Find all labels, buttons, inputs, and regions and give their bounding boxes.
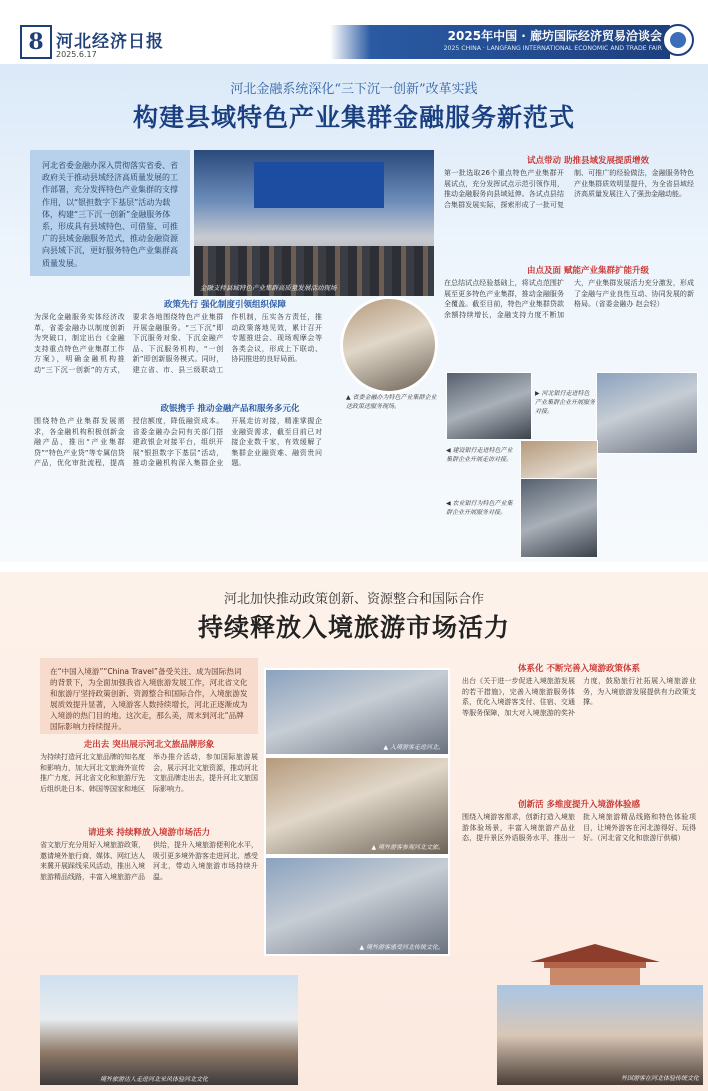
page-number: 8 bbox=[20, 25, 52, 59]
policy-service-caption: ▲ 省委金融办为特色产业集群企业送政策送服务现场。 bbox=[346, 394, 437, 410]
event-logo-icon bbox=[662, 24, 694, 56]
section-bank-text: 围绕特色产业集群发展需求，各金融机构积极创新金融产品，推出“产业集群贷”“特色产业贷”等专属信贷产品，优化审批流程，提高授信额度，降低融资成本。省委金融办会同有关部门搭建政银企对接平台，组织开展“银担数字下基层”活动，推动金融机构深入集群企业开展走访对接，精准掌握企业融资需求，截至目前已对接企业数千家，有效缓解了集群企业融资难、融资贵问题。 bbox=[34, 417, 322, 468]
section-expand-title: 由点及面 赋能产业集群扩能升级 bbox=[527, 266, 649, 276]
culture-experience-photo bbox=[264, 856, 450, 956]
tourist-group-caption: ▲ 入境游客走进河北。 bbox=[383, 744, 444, 751]
issue-date: 2025.6.17 bbox=[56, 50, 97, 59]
section-expand-text: 在总结试点经验基础上，将试点范围扩展至更多特色产业集群，推动金融服务全覆盖。截至目前，特色产业集群贷款余额持续增长，金融支持力度不断加大，产业集群发展活力充分激发，形成了金融与产业良性互动、协同发展的新格局。（省委金融办 赵会轻） bbox=[444, 279, 694, 319]
foreign-tourists-caption: 外国游客在河北体验传统文化 bbox=[620, 1075, 699, 1082]
section-innovate-title: 创新活 多维度提升入境游体验感 bbox=[518, 800, 640, 810]
section-system-title: 体系化 不断完善入境游政策体系 bbox=[518, 664, 640, 674]
conference-photo bbox=[194, 150, 434, 296]
article1-lead: 河北省委金融办深入贯彻落实省委、省政府关于推动县域经济高质量发展的工作部署，充分发挥特色产业集群的支撑作用，以“银担数字下基层”活动为载体，构建“三下沉一创新”金融服务体系，形成具有县域特色、可借鉴、可推广的县域金融服务范式，推动金融资源向县域下沉，更好服务特色产业集群高质量发展。 bbox=[30, 150, 190, 276]
foreign-tourists-photo bbox=[497, 985, 703, 1085]
section-policy-text: 为深化金融服务实体经济改革，省委金融办以制度创新为突破口，制定出台《金融支持重点特色产业集群工作方案》，明确金融机构推动“三下沉一创新”的方式，要求各地围绕特色产业集群开展金融服务。“三下沉”即下沉服务对象、下沉金融产品、下沉服务机构，“一创新”即创新服务模式。同时，建立省、市、县三级联动工作机制，压实各方责任，推动政策落地见效，累计召开专题推进会、现场观摩会等各类会议，形成上下联动、协同推进的良好局面。 bbox=[34, 313, 322, 374]
article1-title: 构建县域特色产业集群金融服务新范式 bbox=[132, 103, 575, 132]
section-system-text: 出台《关于进一步促进入境旅游发展的若干措施》，完善入境旅游服务体系，优化入境游客支付、住宿、交通等服务保障，加大对入境旅游的奖补力度，鼓励旅行社拓展入境旅游业务，为入境旅游发展提供有力政策支撑。 bbox=[462, 677, 696, 717]
article1-subtitle: 河北金融系统深化“三下沉一创新”改革实践 bbox=[230, 82, 478, 97]
section-policy-title: 政策先行 强化制度引领组织保障 bbox=[164, 300, 286, 310]
temple-visit-caption: ▲ 境外游客参观河北文旅。 bbox=[371, 844, 444, 851]
agri-bank-caption: ◀ 农业银行为特色产业集群企业开展服务对接。 bbox=[446, 500, 513, 516]
section-pilot-text: 第一批选取26个重点特色产业集群开展试点，充分发挥试点示范引领作用，推动金融服务向县域延伸。各试点县结合集群发展实际，探索形成了一批可复制、可推广的经验做法，金融服务特色产业集群质效明显提升，为全省县域经济高质量发展注入了强劲金融动能。 bbox=[444, 169, 694, 209]
section-bank-title: 政银携手 推动金融产品和服务多元化 bbox=[160, 404, 300, 414]
culture-experience-caption: ▲ 境外游客感受河北传统文化。 bbox=[359, 944, 444, 951]
policy-service-photo bbox=[340, 296, 438, 394]
section-bank-text-continued bbox=[322, 410, 462, 510]
section-invite-title: 请进来 持续释放入境游市场活力 bbox=[88, 828, 210, 838]
section-go-out-title: 走出去 突出展示河北文旅品牌形象 bbox=[83, 740, 215, 750]
newspaper-name: 河北经济日报 bbox=[56, 32, 164, 52]
stage-screen bbox=[254, 162, 384, 208]
section-go-out-text: 为持续打造河北文旅品牌的知名度和影响力，加大河北文旅海外宣传推广力度，河北省文化和旅游厅先后组织赴日本、韩国等国家和地区举办推介活动，参加国际旅游展会，展示河北文旅资源，推动河北文旅品牌走出去，提升河北文旅国际影响力。 bbox=[40, 753, 258, 793]
staff-visit-photo bbox=[596, 372, 698, 454]
event-title: 2025年中国 · 廊坊国际经济贸易洽谈会 bbox=[447, 29, 662, 43]
section-innovate-text: 围绕入境游客需求，创新打造入境旅游体验场景，丰富入境旅游产品业态，提升景区外语服务水平，推出一批入境旅游精品线路和特色体验项目，让境外游客在河北游得好、玩得好。（河北省文化和旅游厅供稿） bbox=[462, 813, 696, 843]
tourism-photo-grid bbox=[264, 668, 450, 982]
event-subtitle: 2025 CHINA · LANGFANG INTERNATIONAL ECONOMIC AND TRADE FAIR bbox=[443, 45, 662, 52]
temple-visit-photo bbox=[264, 756, 450, 856]
tourist-group-footer-photo bbox=[40, 975, 298, 1085]
section-pilot-title: 试点带动 助推县域发展提质增效 bbox=[527, 156, 649, 166]
construction-bank-caption: ◀ 建设银行走进特色产业集群企业开展走访对接。 bbox=[446, 447, 513, 463]
section-divider bbox=[0, 562, 708, 572]
hebei-bank-photo bbox=[446, 372, 532, 440]
article2-title: 持续释放入境旅游市场活力 bbox=[197, 613, 510, 642]
footer-photo-caption: 境外旅游达人走进河北采风体验河北文化 bbox=[100, 1076, 209, 1083]
tourist-group-photo bbox=[264, 668, 450, 756]
section-invite-text: 省文旅厅充分用好入境旅游政策，邀请境外旅行商、媒体、网红达人来冀开展踩线采风活动，推出入境旅游精品线路，丰富入境旅游产品供给，提升入境旅游便利化水平，吸引更多境外游客走进河北、感受河北，带动入境旅游市场持续升温。 bbox=[40, 841, 258, 881]
temple-illustration bbox=[520, 940, 670, 988]
conference-photo-caption: 金融支持县域特色产业集群高质量发展活动现场 bbox=[200, 284, 337, 292]
article2-subtitle: 河北加快推动政策创新、资源整合和国际合作 bbox=[223, 592, 484, 607]
hebei-bank-caption: ▶ 河北银行走进特色产业集群企业开展服务对接。 bbox=[535, 390, 596, 415]
article2-lead: 在“中国入境游”“China Travel”备受关注、成为国际热词的背景下，为全面加强我省入境旅游发展工作，河北省文化和旅游厅坚持政策创新、资源整合和国际合作，入境旅游发展质效提升显著，入境游客人数持续增长，河北正逐渐成为入境游的热门目的地。这次走，那么美，周末到河北“品牌国际影响力持续提升。 bbox=[40, 658, 258, 734]
agri-bank-photo bbox=[520, 478, 598, 558]
